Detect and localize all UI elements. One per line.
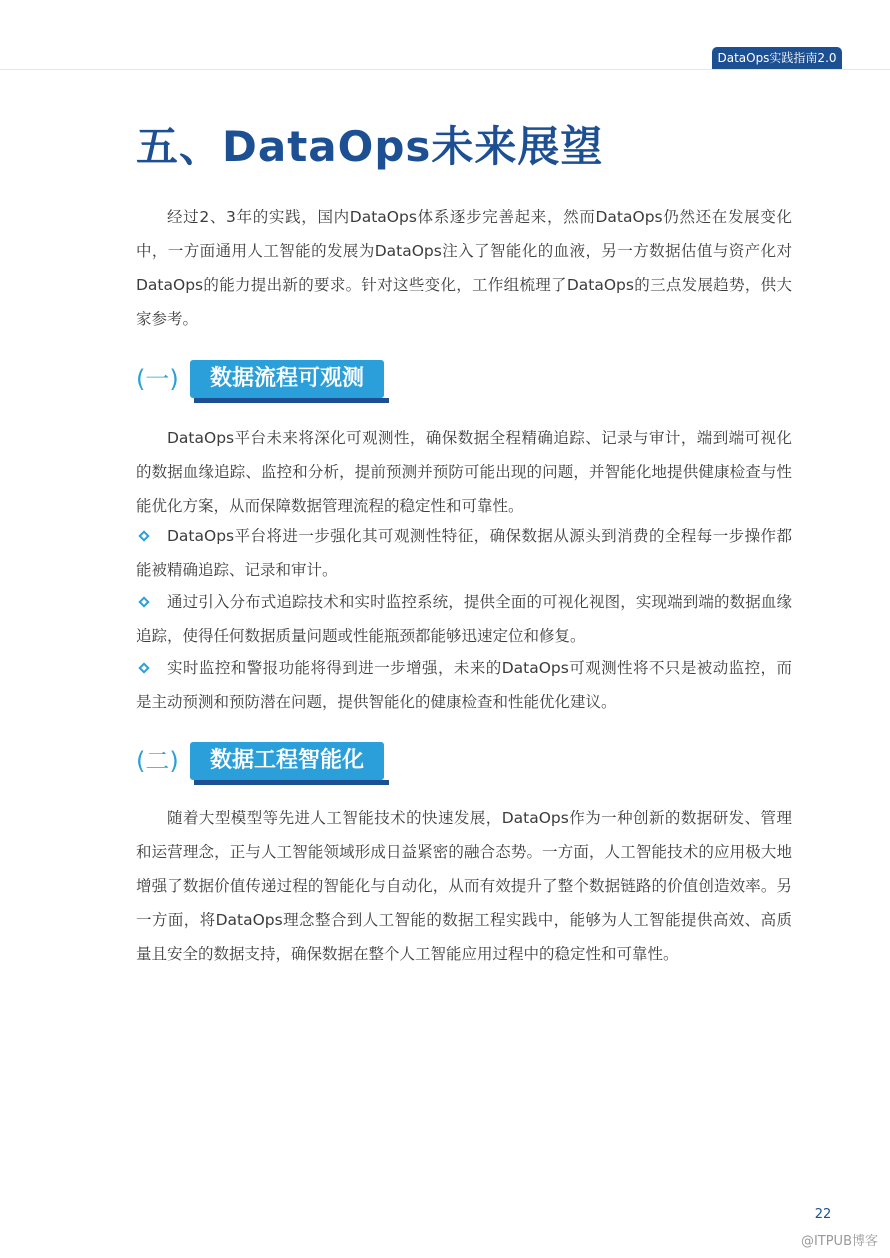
watermark: @ITPUB博客 bbox=[800, 1234, 878, 1249]
bullet-text: 实时监控和警报功能将得到进一步增强，未来的DataOps可观测性将不只是被动监控，而是主动预测和预防潜在问题，提供智能化的健康检查和性能优化建议。 bbox=[136, 659, 792, 711]
section-title: 数据流程可观测 bbox=[190, 360, 384, 398]
bullet-item bbox=[136, 651, 792, 719]
bullet-text: 通过引入分布式追踪技术和实时监控系统，提供全面的可视化视图，实现端到端的数据血缘追踪，使得任何数据质量问题或性能瓶颈都能够迅速定位和修复。 bbox=[136, 593, 792, 645]
section-title: 数据工程智能化 bbox=[190, 742, 384, 780]
header-divider bbox=[0, 69, 890, 70]
bullet-text: DataOps平台将进一步强化其可观测性特征，确保数据从源头到消费的全程每一步操作都能被精确追踪、记录和审计。 bbox=[136, 527, 792, 579]
section-1-paragraph: DataOps平台未来将深化可观测性，确保数据全程精确追踪、记录与审计，端到端可视化的数据血缘追踪、监控和分析，提前预测并预防可能出现的问题，并智能化地提供健康检查与性能优化方案，从而保障数据管理流程的稳定性和可靠性。 bbox=[136, 429, 792, 515]
bullet-item bbox=[136, 519, 792, 587]
page-title: 五、DataOps未来展望 bbox=[136, 122, 604, 171]
page-number: 22 bbox=[814, 1207, 832, 1222]
header-badge: DataOps实践指南2.0 bbox=[712, 47, 842, 69]
section-2-paragraph: 随着大型模型等先进人工智能技术的快速发展，DataOps作为一种创新的数据研发、管理和运营理念，正与人工智能领域形成日益紧密的融合态势。一方面，人工智能技术的应用极大地增强了数据价值传递过程的智能化与自动化，从而有效提升了整个数据链路的价值创造效率。另一方面，将DataOps理念整合到人工智能的数据工程实践中，能够为人工智能提供高效、高质量且安全的数据支持，确保数据在整个人工智能应用过程中的稳定性和可靠性。 bbox=[136, 809, 792, 963]
section-number: (一) bbox=[136, 365, 179, 393]
intro-paragraph: 经过2、3年的实践，国内DataOps体系逐步完善起来，然而DataOps仍然还在发展变化中，一方面通用人工智能的发展为DataOps注入了智能化的血液，另一方数据估值与资产化对DataOps的能力提出新的要求。针对这些变化，工作组梳理了DataOps的三点发展趋势，供大家参考。 bbox=[136, 208, 792, 328]
section-number: (二) bbox=[136, 747, 179, 775]
bullet-item bbox=[136, 585, 792, 653]
